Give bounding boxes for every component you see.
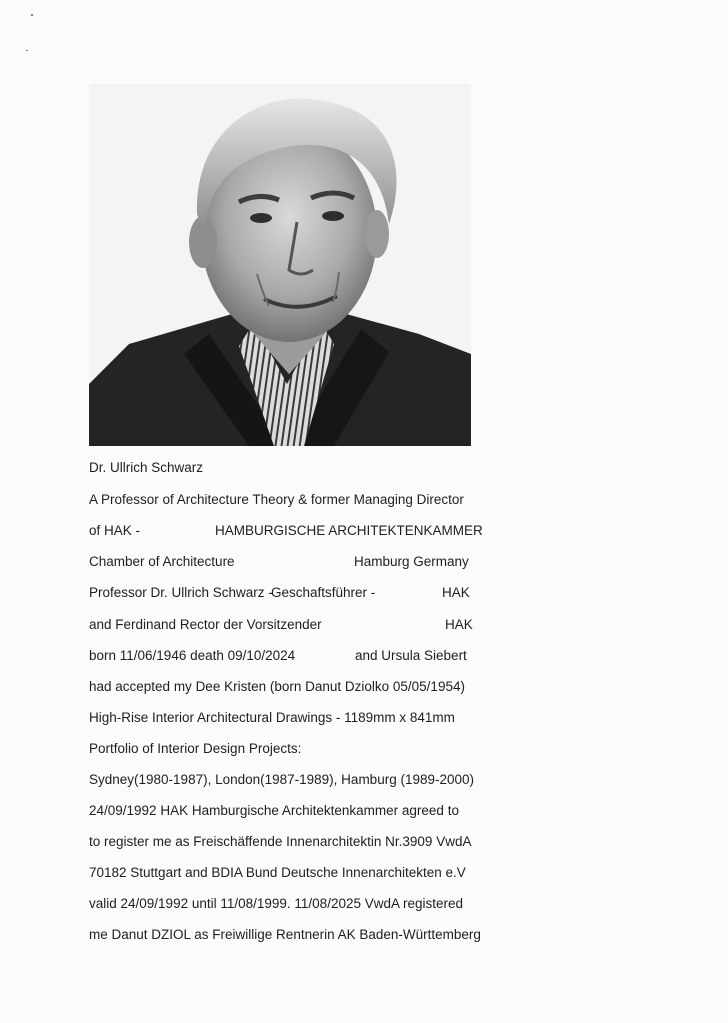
body-text-line (89, 740, 509, 758)
body-text-line (89, 616, 509, 634)
body-text-line (89, 833, 509, 851)
text-segment: HAMBURGISCHE ARCHITEKTENKAMMER (215, 523, 483, 538)
body-text-line (89, 864, 509, 882)
text-segment: HAK (445, 617, 473, 632)
text-segment: Portfolio of Interior Design Projects: (89, 741, 302, 756)
body-text-line (89, 709, 509, 727)
body-text-line (89, 522, 509, 540)
body-text-line (89, 802, 509, 820)
body-text-line (89, 647, 509, 665)
text-segment: born 11/06/1946 death 09/10/2024 (89, 648, 296, 663)
text-segment: had accepted my Dee Kristen (born Danut Dziolko 05/05/1954) (89, 679, 465, 694)
text-segment: HAK (442, 585, 470, 600)
text-segment: 24/09/1992 HAK Hamburgische Architektenkammer agreed to (89, 803, 459, 818)
body-text-line (89, 584, 509, 602)
text-segment: me Danut DZIOL as Freiwillige Rentnerin AK Baden-Württemberg (89, 927, 481, 942)
scan-speck (31, 14, 33, 16)
body-text-line (89, 459, 509, 477)
text-segment: and Ferdinand Rector der Vorsitzender (89, 617, 322, 632)
text-segment: valid 24/09/1992 until 11/08/1999. 11/08/2025 VwdA registered (89, 896, 464, 911)
text-segment: High-Rise Interior Architectural Drawings - 1189mm x 841mm (89, 710, 455, 725)
text-segment: Dr. Ullrich Schwarz (89, 460, 204, 475)
body-text-line (89, 491, 509, 509)
body-text-line (89, 895, 509, 913)
text-segment: A Professor of Architecture Theory & former Managing Director (89, 492, 464, 507)
body-text-line (89, 926, 509, 944)
text-segment: Sydney(1980-1987), London(1987-1989), Hamburg (1989-2000) (89, 772, 475, 787)
text-segment: Chamber of Architecture (89, 554, 235, 569)
scan-speck (26, 50, 28, 51)
text-segment: Geschaftsführer - (271, 585, 376, 600)
text-segment: 70182 Stuttgart and BDIA Bund Deutsche Innenarchitekten e.V (89, 865, 466, 880)
body-text-line (89, 678, 509, 696)
text-segment: Professor Dr. Ullrich Schwarz - (89, 585, 273, 600)
body-text-line (89, 553, 509, 571)
portrait-photo (89, 84, 471, 446)
text-segment: Hamburg Germany (354, 554, 469, 569)
body-text-line (89, 771, 509, 789)
text-segment: and Ursula Siebert (355, 648, 467, 663)
text-segment: of HAK - (89, 523, 141, 538)
text-segment: to register me as Freischäffende Innenarchitektin Nr.3909 VwdA (89, 834, 472, 849)
